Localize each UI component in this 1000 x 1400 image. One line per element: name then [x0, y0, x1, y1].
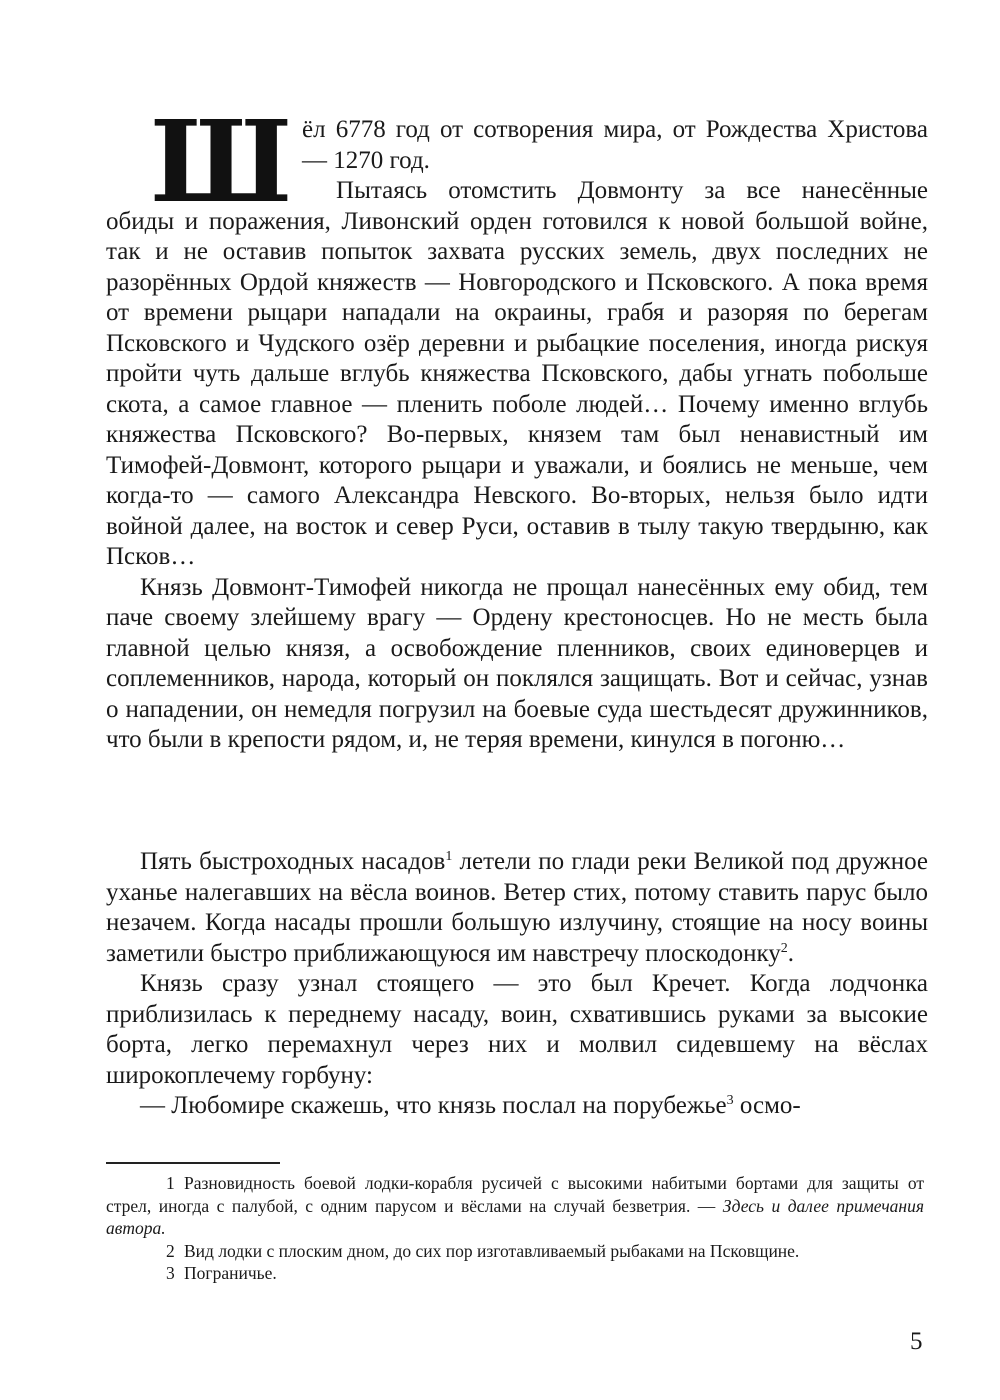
paragraph-1	[106, 97, 928, 228]
footnote-number: 2	[166, 1240, 175, 1261]
footnote-number: 1	[166, 1173, 175, 1193]
text-block-2	[106, 847, 928, 1122]
paragraph-2: Пытаясь отомстить Довмонту за все нанесённые обиды и поражения, Ливонский орден готовился к новой большой войне, так и не оставив попыток захвата русских земель, двух последних не разорённых Ордой княжеств — Новгородского и Псковского. А пока время от времени рыцари нападали на окраины, грабя и разоряя по берегам Псковского и Чудского озёр деревни и рыбацкие поселения, иногда рискуя пройти чуть дальше вглубь княжества Псковского, дабы угнать побольше скота, а самое главное — пленить поболе людей… Почему именно вглубь княжества Псковского? Во-первых, князем там был ненавистный им Тимофей-Довмонт, которого рыцари и уважали, и боялись не меньше, чем когда-то — самого Александра Невского. Во-вторых, нельзя было идти войной далее, на восток и север Руси, оставив в тылу такую твердыню, как Псков…	[106, 177, 928, 570]
footnote-2	[106, 1240, 924, 1263]
paragraph-5: Князь сразу узнал стоящего — это был Кречет. Когда лодчонка приблизилась к переднему насаду, воин, схватившись руками за высокие борта, легко перемахнул через них и молвил сидевшему на вёслах широкоплечему горбуну:	[106, 970, 928, 1089]
paragraph-4-text-b: летели по глади реки Великой под дружное уханье налегавших на вёсла воинов. Ветер стих, потому ставить парус было незачем. Когда насады прошли большую излучину, стоящие на носу воины заметили быстро приближающуюся им навстречу плоскодонку	[106, 848, 928, 967]
paragraph-4-text-c: .	[787, 939, 794, 967]
footnote-ref-3: 3	[726, 1093, 734, 1108]
footnote-divider	[106, 1162, 280, 1164]
footnote-number: 3	[166, 1263, 175, 1283]
paragraph-3: Князь Довмонт-Тимофей никогда не прощал нанесённых ему обид, тем паче своему злейшему врагу — Ордену крестоносцев. Но не месть была главной целью князя, а освобождение пленников, своих единоверцев и соплеменников, народа, который он поклялся защищать. Вот и сейчас, узнав о нападении, он немедля погрузил на боевые суда шестьдесят дружинников, что были в крепости рядом, и, не теряя времени, кинулся в погоню…	[106, 573, 928, 753]
footnote-ref-2: 2	[780, 940, 788, 956]
paragraph-6-text-a: — Любомире скажешь, что князь послал на порубежье	[140, 1092, 727, 1119]
text-block-1	[106, 97, 928, 756]
footnotes	[106, 1172, 924, 1285]
paragraph-1-text: ёл 6778 год от сотворения мира, от Рождества Христова — 1270 год.	[302, 116, 928, 174]
page-number: 5	[910, 1328, 923, 1355]
paragraph-6	[106, 1091, 928, 1122]
footnote-italic-note: Здесь и далее примечания автора.	[106, 1195, 924, 1238]
footnote-ref-1: 1	[445, 849, 453, 864]
paragraph-6-text-b: осмо-	[733, 1092, 801, 1119]
footnote-text: Вид лодки с плоским дном, до сих пор изготавливаемый рыбаками на Псковщине.	[184, 1240, 800, 1261]
footnote-3	[106, 1262, 924, 1285]
footnote-text: Разновидность боевой лодки-корабля русичей с высокими набитыми бортами для защиты от стрел, иногда с палубой, с одним парусом и вёслами на случай безветрия. —	[106, 1173, 924, 1216]
footnote-1	[106, 1172, 924, 1240]
footnote-text: Пограничье.	[184, 1263, 277, 1283]
drop-cap: Ш	[150, 97, 293, 228]
paragraph-4-text-a: Пять быстроходных насадов	[140, 848, 446, 875]
paragraph-4	[106, 847, 928, 969]
